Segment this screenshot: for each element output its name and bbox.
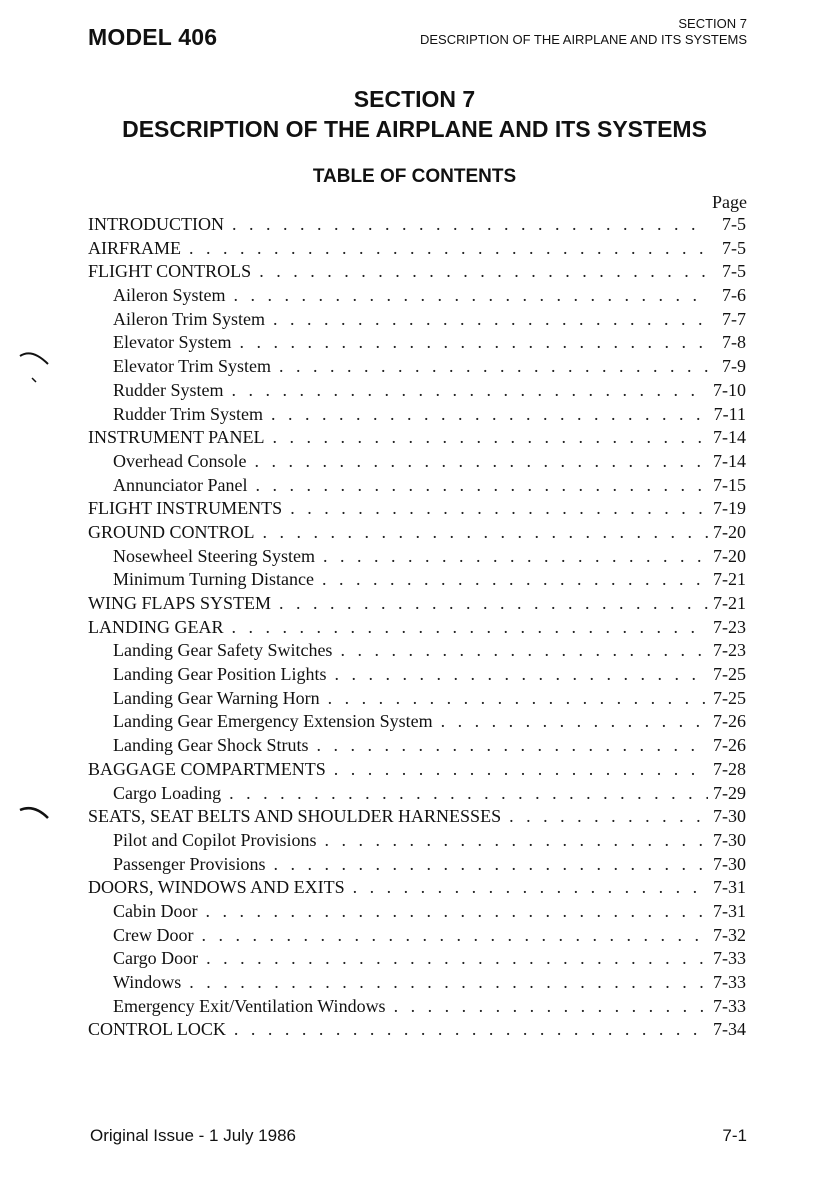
toc-entry-page: 7-30 — [713, 853, 746, 874]
toc-dot-leader — [279, 355, 708, 379]
toc-entry-label: Cabin Door — [113, 900, 198, 921]
toc-entry — [88, 592, 746, 616]
toc-entry — [88, 616, 746, 640]
toc-entry — [88, 900, 746, 924]
toc-entry-page: 7-5 — [722, 261, 746, 282]
toc-entry-label: Overhead Console — [113, 450, 247, 471]
toc-entry — [88, 545, 746, 569]
toc-entry — [88, 805, 746, 829]
toc-entry-label: SEATS, SEAT BELTS AND SHOULDER HARNESSES — [88, 806, 502, 827]
toc-entry-page: 7-28 — [713, 758, 746, 779]
toc-entry — [88, 403, 746, 427]
header-section-number: SECTION 7 — [678, 16, 747, 31]
toc-entry — [88, 260, 746, 284]
toc-dot-leader — [206, 900, 709, 924]
toc-dot-leader — [232, 379, 709, 403]
toc-entry-label: CONTROL LOCK — [88, 1019, 226, 1040]
toc-entry-page: 7-5 — [722, 214, 746, 234]
toc-entry — [88, 734, 746, 758]
toc-entry-label: Landing Gear Shock Struts — [113, 735, 309, 756]
toc-entry-label: Passenger Provisions — [113, 853, 266, 874]
toc-entry-page: 7-23 — [713, 640, 746, 661]
toc-dot-leader — [231, 616, 708, 640]
toc-entry — [88, 521, 746, 545]
section-title-block — [0, 84, 829, 144]
toc-dot-leader — [353, 876, 708, 900]
toc-entry-label: Rudder Trim System — [113, 403, 264, 424]
margin-mark-lower — [18, 800, 52, 828]
toc-dot-leader — [234, 1018, 708, 1042]
toc-entry-page: 7-31 — [713, 900, 746, 921]
toc-entry — [88, 213, 746, 237]
toc-entry-label: Nosewheel Steering System — [113, 545, 315, 566]
toc-entry-label: WING FLAPS SYSTEM — [88, 593, 272, 613]
toc-entry — [88, 497, 746, 521]
toc-entry-label: Landing Gear Emergency Extension System — [113, 711, 433, 732]
toc-entry-page: 7-21 — [713, 593, 746, 613]
toc-dot-leader — [232, 213, 708, 237]
toc-entry-page: 7-11 — [713, 403, 746, 424]
toc-dot-leader — [239, 331, 708, 355]
toc-entry — [88, 876, 746, 900]
toc-dot-leader — [274, 853, 709, 877]
toc-entry-page: 7-33 — [713, 972, 746, 992]
toc-dot-leader — [322, 568, 708, 592]
toc-entry — [88, 474, 746, 498]
toc-entry-label: Landing Gear Warning Horn — [113, 687, 320, 708]
toc-entry — [88, 758, 746, 782]
toc-entry-page: 7-20 — [713, 521, 746, 542]
toc-entry-label: FLIGHT CONTROLS — [88, 261, 252, 282]
toc-entry — [88, 971, 746, 995]
toc-entry-page: 7-30 — [713, 806, 746, 827]
toc-entry-page: 7-20 — [713, 545, 746, 566]
toc-entry-page: 7-6 — [722, 285, 746, 306]
toc-dot-leader — [259, 260, 708, 284]
toc-entry — [88, 710, 746, 734]
toc-entry-label: FLIGHT INSTRUMENTS — [88, 498, 283, 519]
toc-entry-label: Emergency Exit/Ventilation Windows — [113, 995, 386, 1016]
toc-entry-label: Cargo Loading — [113, 782, 222, 803]
toc-dot-leader — [273, 426, 708, 450]
toc-entry-page: 7-34 — [713, 1019, 746, 1040]
toc-entry-label: Cargo Door — [113, 948, 199, 969]
margin-mark-upper — [18, 344, 52, 384]
toc-dot-leader — [340, 639, 708, 663]
section-title-text: DESCRIPTION OF THE AIRPLANE AND ITS SYSTEMS — [122, 116, 707, 142]
toc-entry-label: DOORS, WINDOWS AND EXITS — [88, 877, 345, 898]
toc-entry-page: 7-31 — [713, 877, 746, 898]
toc-dot-leader — [509, 805, 708, 829]
toc-entry — [88, 308, 746, 332]
toc-entry-page: 7-23 — [713, 616, 746, 637]
toc-entry-page: 7-25 — [713, 687, 746, 708]
toc-entry-page: 7-9 — [722, 356, 746, 377]
toc-entry-label: Aileron System — [113, 285, 226, 306]
toc-entry-page: 7-8 — [722, 332, 746, 353]
toc-entry-label: BAGGAGE COMPARTMENTS — [88, 758, 326, 779]
toc-entry — [88, 426, 746, 450]
toc-dot-leader — [254, 450, 708, 474]
toc-entry-label: Pilot and Copilot Provisions — [113, 829, 317, 850]
toc-entry-label: Elevator Trim System — [113, 356, 272, 377]
toc-entry-label: Rudder System — [113, 379, 224, 400]
toc-entry-page: 7-14 — [713, 450, 746, 471]
toc-dot-leader — [334, 663, 708, 687]
toc-entry — [88, 687, 746, 711]
toc-dot-leader — [229, 782, 708, 806]
toc-page-column-label: Page — [712, 192, 747, 212]
toc-entry-page: 7-33 — [713, 948, 746, 969]
toc-entry — [88, 568, 746, 592]
toc-dot-leader — [394, 995, 708, 1019]
toc-dot-leader — [279, 592, 708, 616]
toc-entry-page: 7-33 — [713, 995, 746, 1016]
toc-entry — [88, 924, 746, 948]
toc-entry-label: GROUND CONTROL — [88, 521, 255, 542]
toc-entry-label: Minimum Turning Distance — [113, 569, 315, 590]
toc-entry-page: 7-15 — [713, 474, 746, 495]
toc-dot-leader — [273, 308, 708, 332]
toc-dot-leader — [316, 734, 708, 758]
toc-entry-page: 7-26 — [713, 711, 746, 732]
toc-entry-page: 7-14 — [713, 427, 746, 448]
toc-entry-label: Annunciator Panel — [113, 474, 248, 495]
toc-entry-label: INSTRUMENT PANEL — [88, 427, 265, 448]
toc-dot-leader — [328, 687, 708, 711]
toc-entry — [88, 331, 746, 355]
toc-entry — [88, 663, 746, 687]
toc-entry — [88, 284, 746, 308]
toc-entry-page: 7-30 — [713, 829, 746, 850]
toc-entry — [88, 995, 746, 1019]
toc-entry-page: 7-5 — [722, 237, 746, 258]
toc-entry — [88, 829, 746, 853]
toc-entry — [88, 355, 746, 379]
section-title-number: SECTION 7 — [353, 86, 476, 112]
toc-entry-page: 7-25 — [713, 664, 746, 685]
toc-entry — [88, 1018, 746, 1042]
page-header-model: MODEL 406 — [88, 24, 218, 50]
toc-dot-leader — [234, 284, 709, 308]
toc-dot-leader — [201, 924, 708, 948]
toc-dot-leader — [255, 474, 708, 498]
toc-dot-leader — [206, 947, 708, 971]
toc-heading: TABLE OF CONTENTS — [312, 166, 517, 187]
toc-entry-label: Windows — [113, 972, 182, 992]
toc-entry-page: 7-29 — [713, 782, 746, 803]
toc-entry-label: Elevator System — [113, 332, 232, 353]
toc-entry — [88, 782, 746, 806]
toc-entry-page: 7-7 — [722, 308, 746, 329]
header-section-title: DESCRIPTION OF THE AIRPLANE AND ITS SYSTEMS — [420, 32, 747, 47]
toc-dot-leader — [441, 710, 708, 734]
toc-entry-label: Landing Gear Safety Switches — [113, 640, 333, 661]
toc-entry-label: Crew Door — [113, 924, 194, 945]
toc-entry-label: Aileron Trim System — [113, 308, 266, 329]
toc-entry-page: 7-21 — [713, 569, 746, 590]
toc-dot-leader — [271, 403, 708, 427]
footer-page-number: 7-1 — [722, 1126, 747, 1145]
toc-entry-page: 7-10 — [713, 379, 746, 400]
toc-entry-label: AIRFRAME — [88, 237, 182, 258]
toc-entry — [88, 237, 746, 261]
toc-dot-leader — [325, 829, 708, 853]
page-header-section — [420, 16, 747, 48]
toc-entry-page: 7-26 — [713, 735, 746, 756]
toc-dot-leader — [189, 237, 708, 261]
toc-dot-leader — [263, 521, 709, 545]
toc-entry-page: 7-32 — [713, 924, 746, 945]
toc-entry — [88, 379, 746, 403]
toc-dot-leader — [334, 758, 708, 782]
toc-entry — [88, 639, 746, 663]
toc-entry-label: LANDING GEAR — [88, 616, 224, 637]
toc-entry — [88, 853, 746, 877]
toc-entry — [88, 450, 746, 474]
toc-dot-leader — [323, 545, 708, 569]
toc-dot-leader — [290, 497, 708, 521]
toc-dot-leader — [189, 971, 708, 995]
toc-entry — [88, 947, 746, 971]
table-of-contents — [88, 213, 746, 1042]
footer-issue-date: Original Issue - 1 July 1986 — [90, 1126, 296, 1145]
toc-entry-page: 7-19 — [713, 498, 746, 519]
toc-entry-label: Landing Gear Position Lights — [113, 664, 327, 685]
toc-entry-label: INTRODUCTION — [88, 214, 224, 234]
